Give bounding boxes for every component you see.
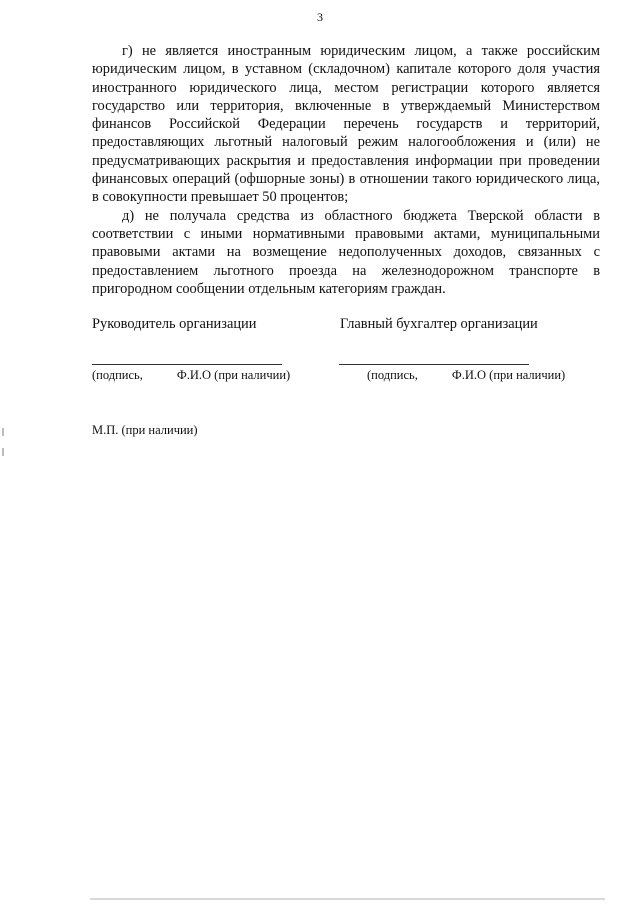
accountant-signature-line [339,364,529,365]
scan-edge-mark [2,448,4,456]
paragraph-g: г) не является иностранным юридическим лицом, а также российским юридическим лицом, в уставном (складочном) капитале которого доля участия иностранного юридического лица, местом регистрации которого является государство или территория, включенные в утверждаемый Министерством финансов Российской Федерации перечень государств и территорий, предоставляющих льготный налоговый режим налогообложения и (или) не предусматривающих раскрытия и предоставления информации при проведении финансовых операций (офшорные зоны) в отношении такого юридического лица, в совокупности превышает 50 процентов; [92,43,600,206]
page-number: 3 [317,10,323,24]
head-role-label: Руководитель организации [92,316,257,332]
paragraph-d: д) не получала средства из областного бюджета Тверской области в соответствии с иными нормативными правовыми актами, муниципальными правовыми актами на возмещение недополученных доходов, связанных с предоставлением льготного проезда на железнодорожном транспорте в пригородном сообщении отдельным категориям граждан. [92,207,600,297]
accountant-signature-caption [367,368,565,383]
accountant-role-label: Главный бухгалтер организации [340,316,538,332]
scan-bottom-edge [90,898,605,900]
stamp-place-label: М.П. (при наличии) [92,423,198,437]
head-caption-signature: (подпись, [92,368,143,382]
head-signature-caption [92,368,290,383]
accountant-caption-signature: (подпись, [367,368,418,382]
head-caption-name: Ф.И.О (при наличии) [176,368,291,382]
scan-edge-mark [2,428,4,436]
document-body [92,42,600,298]
accountant-caption-name: Ф.И.О (при наличии) [451,368,566,382]
head-signature-line [92,364,282,365]
